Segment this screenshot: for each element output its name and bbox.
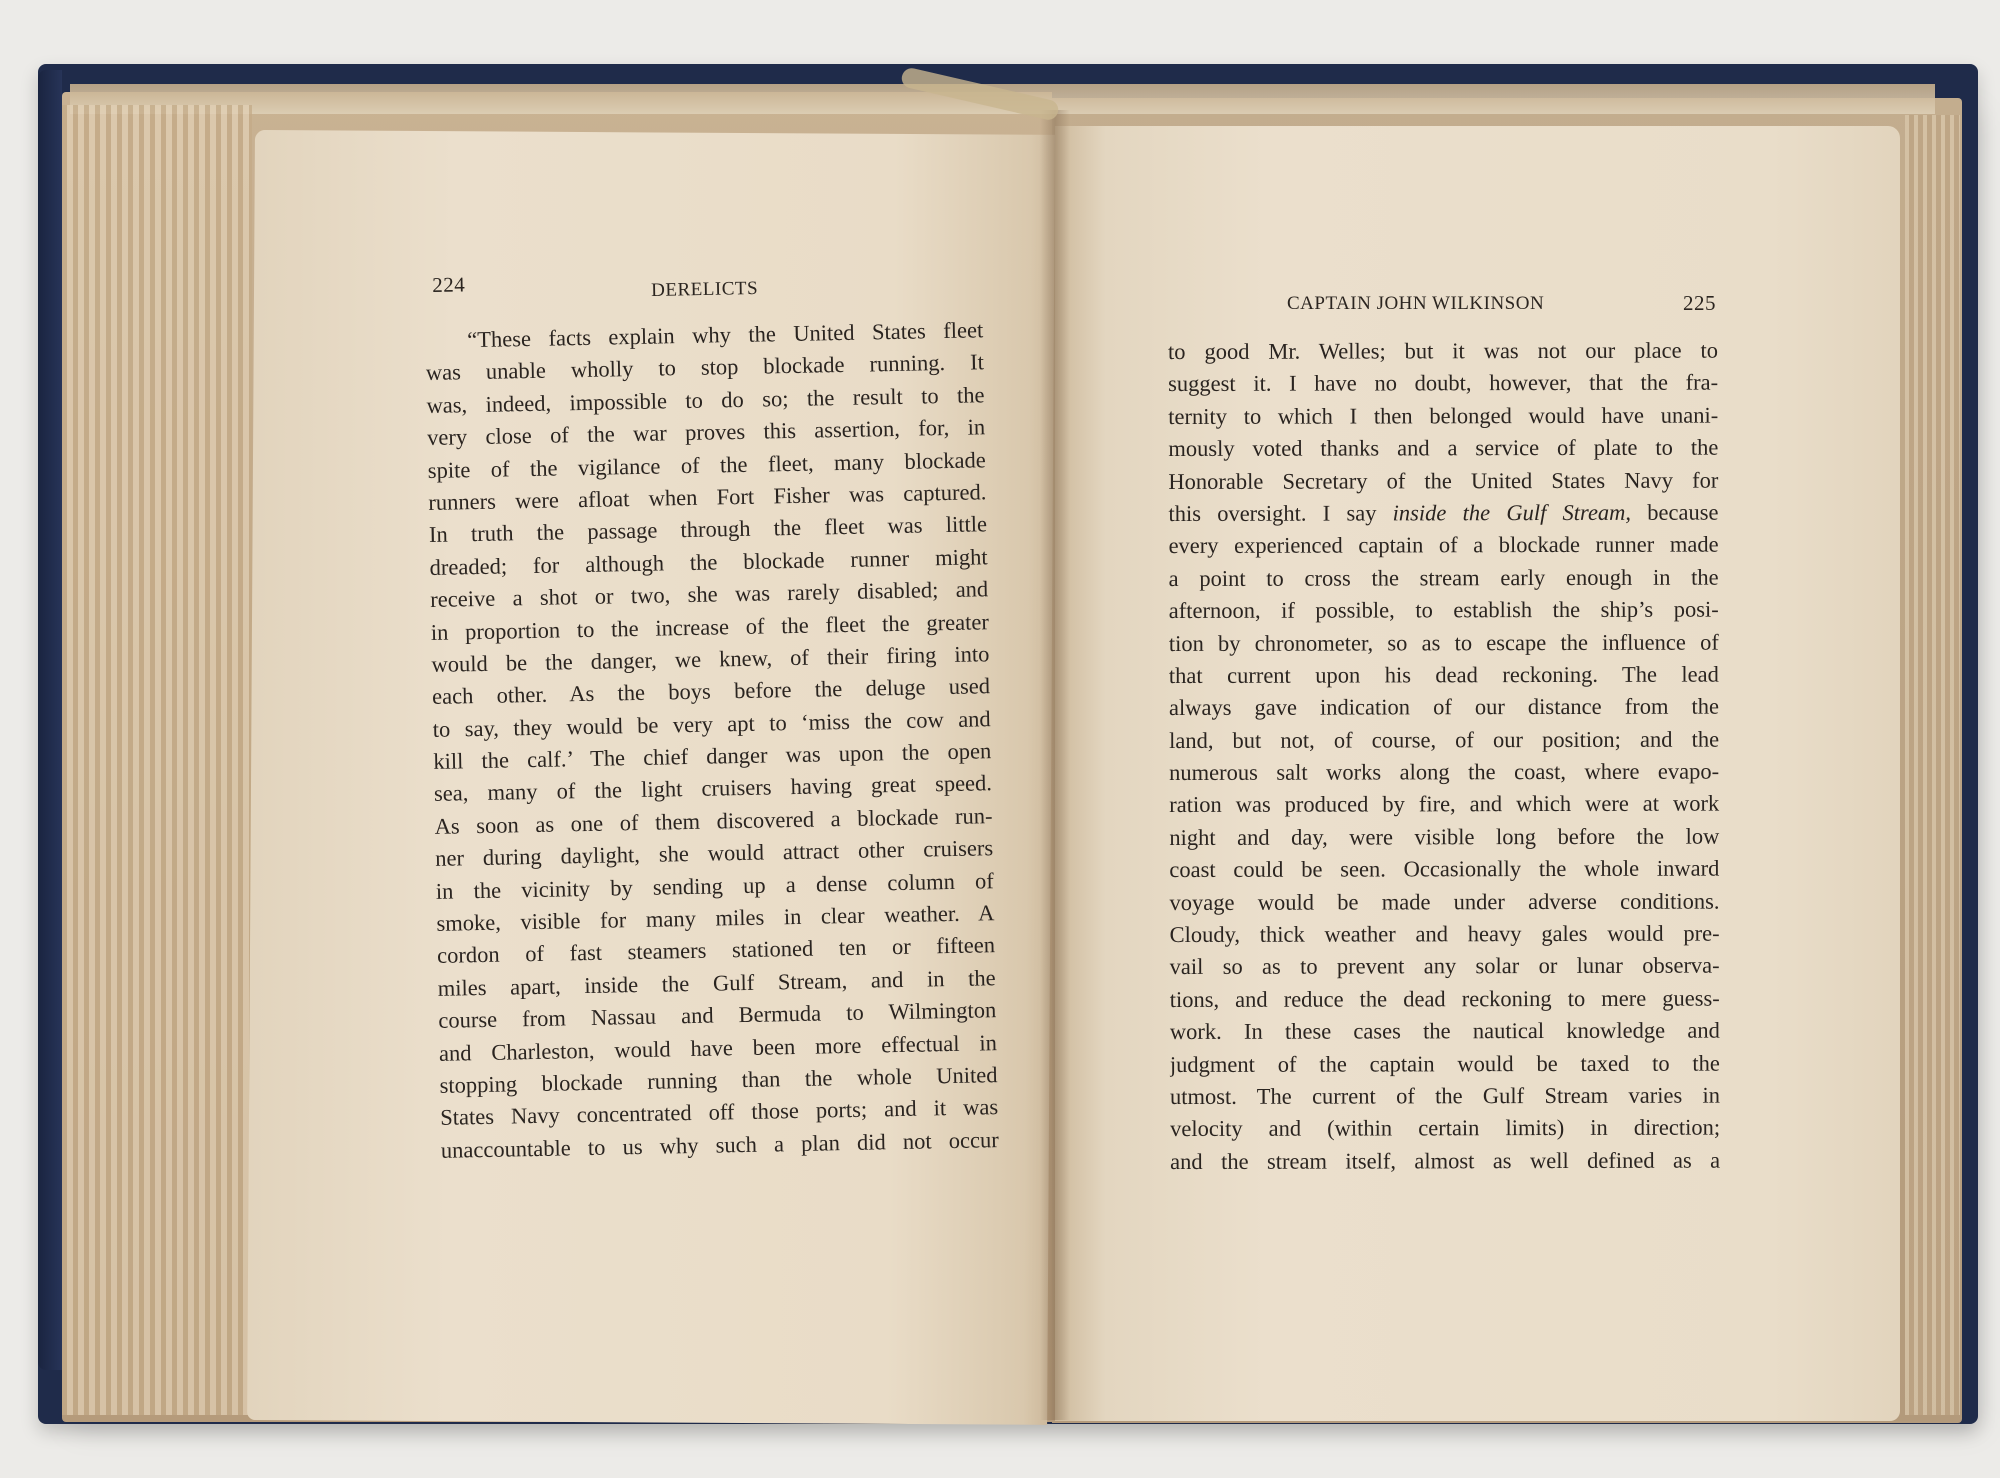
text-line: ration was produced by fire, and which were at work xyxy=(1169,791,1720,818)
text-line: voyage would be made under adverse conditions. xyxy=(1169,888,1720,915)
right-page-header xyxy=(1683,291,1716,316)
text-line: miles apart, inside the Gulf Stream, and in the xyxy=(437,964,996,1001)
text-line: vail so as to prevent any solar or lunar observa- xyxy=(1169,952,1720,980)
text-line: spite of the vigilance of the fleet, many blockade xyxy=(427,446,986,483)
text-line: each other. As the boys before the deluge used xyxy=(431,673,991,710)
text-line: mously voted thanks and a service of plate to the xyxy=(1168,434,1719,462)
text-line: cordon of fast steamers stationed ten or fifteen xyxy=(436,932,996,969)
text-line: always gave indication of our distance from the xyxy=(1168,693,1720,721)
left-page-number: 224 xyxy=(432,272,466,297)
text-line: to say, they would be very apt to ‘miss the cow and xyxy=(432,705,991,742)
text-line: and the stream itself, almost as well defined as a xyxy=(1170,1147,1721,1174)
right-running-head: CAPTAIN JOHN WILKINSON xyxy=(1287,293,1545,314)
text-line: smoke, visible for many miles in clear weather. A xyxy=(436,900,995,936)
text-line: kill the calf.’ The chief danger was upon the open xyxy=(433,738,992,774)
text-line: was unable wholly to stop blockade running. It xyxy=(425,349,985,386)
text-line: coast could be seen. Occasionally the whole inward xyxy=(1169,855,1720,883)
text-line: runners were afloat when Fort Fisher was captured. xyxy=(428,479,987,515)
text-line: was, indeed, impossible to do so; the result to the xyxy=(426,382,985,418)
text-line: in proportion to the increase of the fleet the greater xyxy=(430,608,990,645)
text-line: land, but not, of course, of our position; and the xyxy=(1169,726,1720,753)
text-line: course from Nassau and Bermuda to Wilmington xyxy=(438,997,997,1034)
text-line: As soon as one of them discovered a blockade run- xyxy=(434,803,993,839)
text-line: States Navy concentrated off those ports; and it was xyxy=(439,1094,999,1131)
text-line: Honorable Secretary of the United States Navy for xyxy=(1168,467,1719,494)
text-line: “These facts explain why the United States fleet xyxy=(467,317,984,353)
text-line: night and day, were visible long before the low xyxy=(1169,823,1720,850)
text-line: in the vicinity by sending up a dense column of xyxy=(435,867,995,904)
text-line: tion by chronometer, so as to escape the influence of xyxy=(1168,629,1719,656)
text-line: a point to cross the stream early enough in the xyxy=(1168,564,1719,591)
italic-phrase: inside the Gulf Stream, xyxy=(1392,499,1632,526)
text-line: and Charleston, would have been more effectual in xyxy=(438,1029,998,1066)
text-line: numerous salt works along the coast, where evapo- xyxy=(1169,758,1720,786)
text-line: suggest it. I have no doubt, however, that the fra- xyxy=(1168,369,1719,397)
text-line: utmost. The current of the Gulf Stream varies in xyxy=(1169,1082,1721,1109)
text-line: very close of the war proves this assertion, for, in xyxy=(426,414,986,451)
text-line: unaccountable to us why such a plan did not occur xyxy=(440,1126,999,1163)
text-line: tions, and reduce the dead reckoning to mere guess- xyxy=(1169,985,1720,1012)
text-line: would be the danger, we knew, of their firing into xyxy=(431,641,990,677)
left-page-body xyxy=(425,314,999,1167)
text-fragment: because xyxy=(1631,499,1719,525)
text-line: work. In these cases the nautical knowledge and xyxy=(1169,1017,1720,1045)
text-line: that current upon his dead reckoning. The lead xyxy=(1168,661,1719,688)
cover-edge xyxy=(38,70,62,1370)
left-page-edges xyxy=(62,105,252,1415)
text-line: ternity to which I then belonged would have unani- xyxy=(1168,402,1719,429)
left-running-head: DERELICTS xyxy=(651,277,759,301)
text-line: to good Mr. Welles; but it was not our place to xyxy=(1168,337,1719,364)
text-line: afternoon, if possible, to establish the ship’s posi- xyxy=(1168,596,1719,624)
text-line: judgment of the captain would be taxed to the xyxy=(1169,1050,1720,1077)
book-gutter xyxy=(1040,110,1070,1420)
text-line: stopping blockade running than the whole United xyxy=(439,1062,998,1098)
text-line: ner during daylight, she would attract other cruisers xyxy=(435,835,994,872)
text-line: In truth the passage through the fleet was little xyxy=(428,511,988,548)
text-line: sea, many of the light cruisers having great speed. xyxy=(433,770,993,807)
text-line: receive a shot or two, she was rarely disabled; and xyxy=(430,576,989,613)
text-line: dreaded; for although the blockade runner might xyxy=(429,543,988,580)
right-page-number: 225 xyxy=(1683,291,1716,315)
left-page-header xyxy=(432,272,465,298)
text-line: velocity and (within certain limits) in direction; xyxy=(1170,1114,1721,1142)
text-line: every experienced captain of a blockade runner made xyxy=(1168,531,1719,559)
text-line-with-italic xyxy=(1168,497,1718,531)
right-page-body xyxy=(1168,335,1720,1179)
text-fragment: this oversight. I say xyxy=(1168,500,1393,526)
right-page-edges xyxy=(1905,115,1960,1415)
text-line: Cloudy, thick weather and heavy gales would pre- xyxy=(1169,920,1720,948)
